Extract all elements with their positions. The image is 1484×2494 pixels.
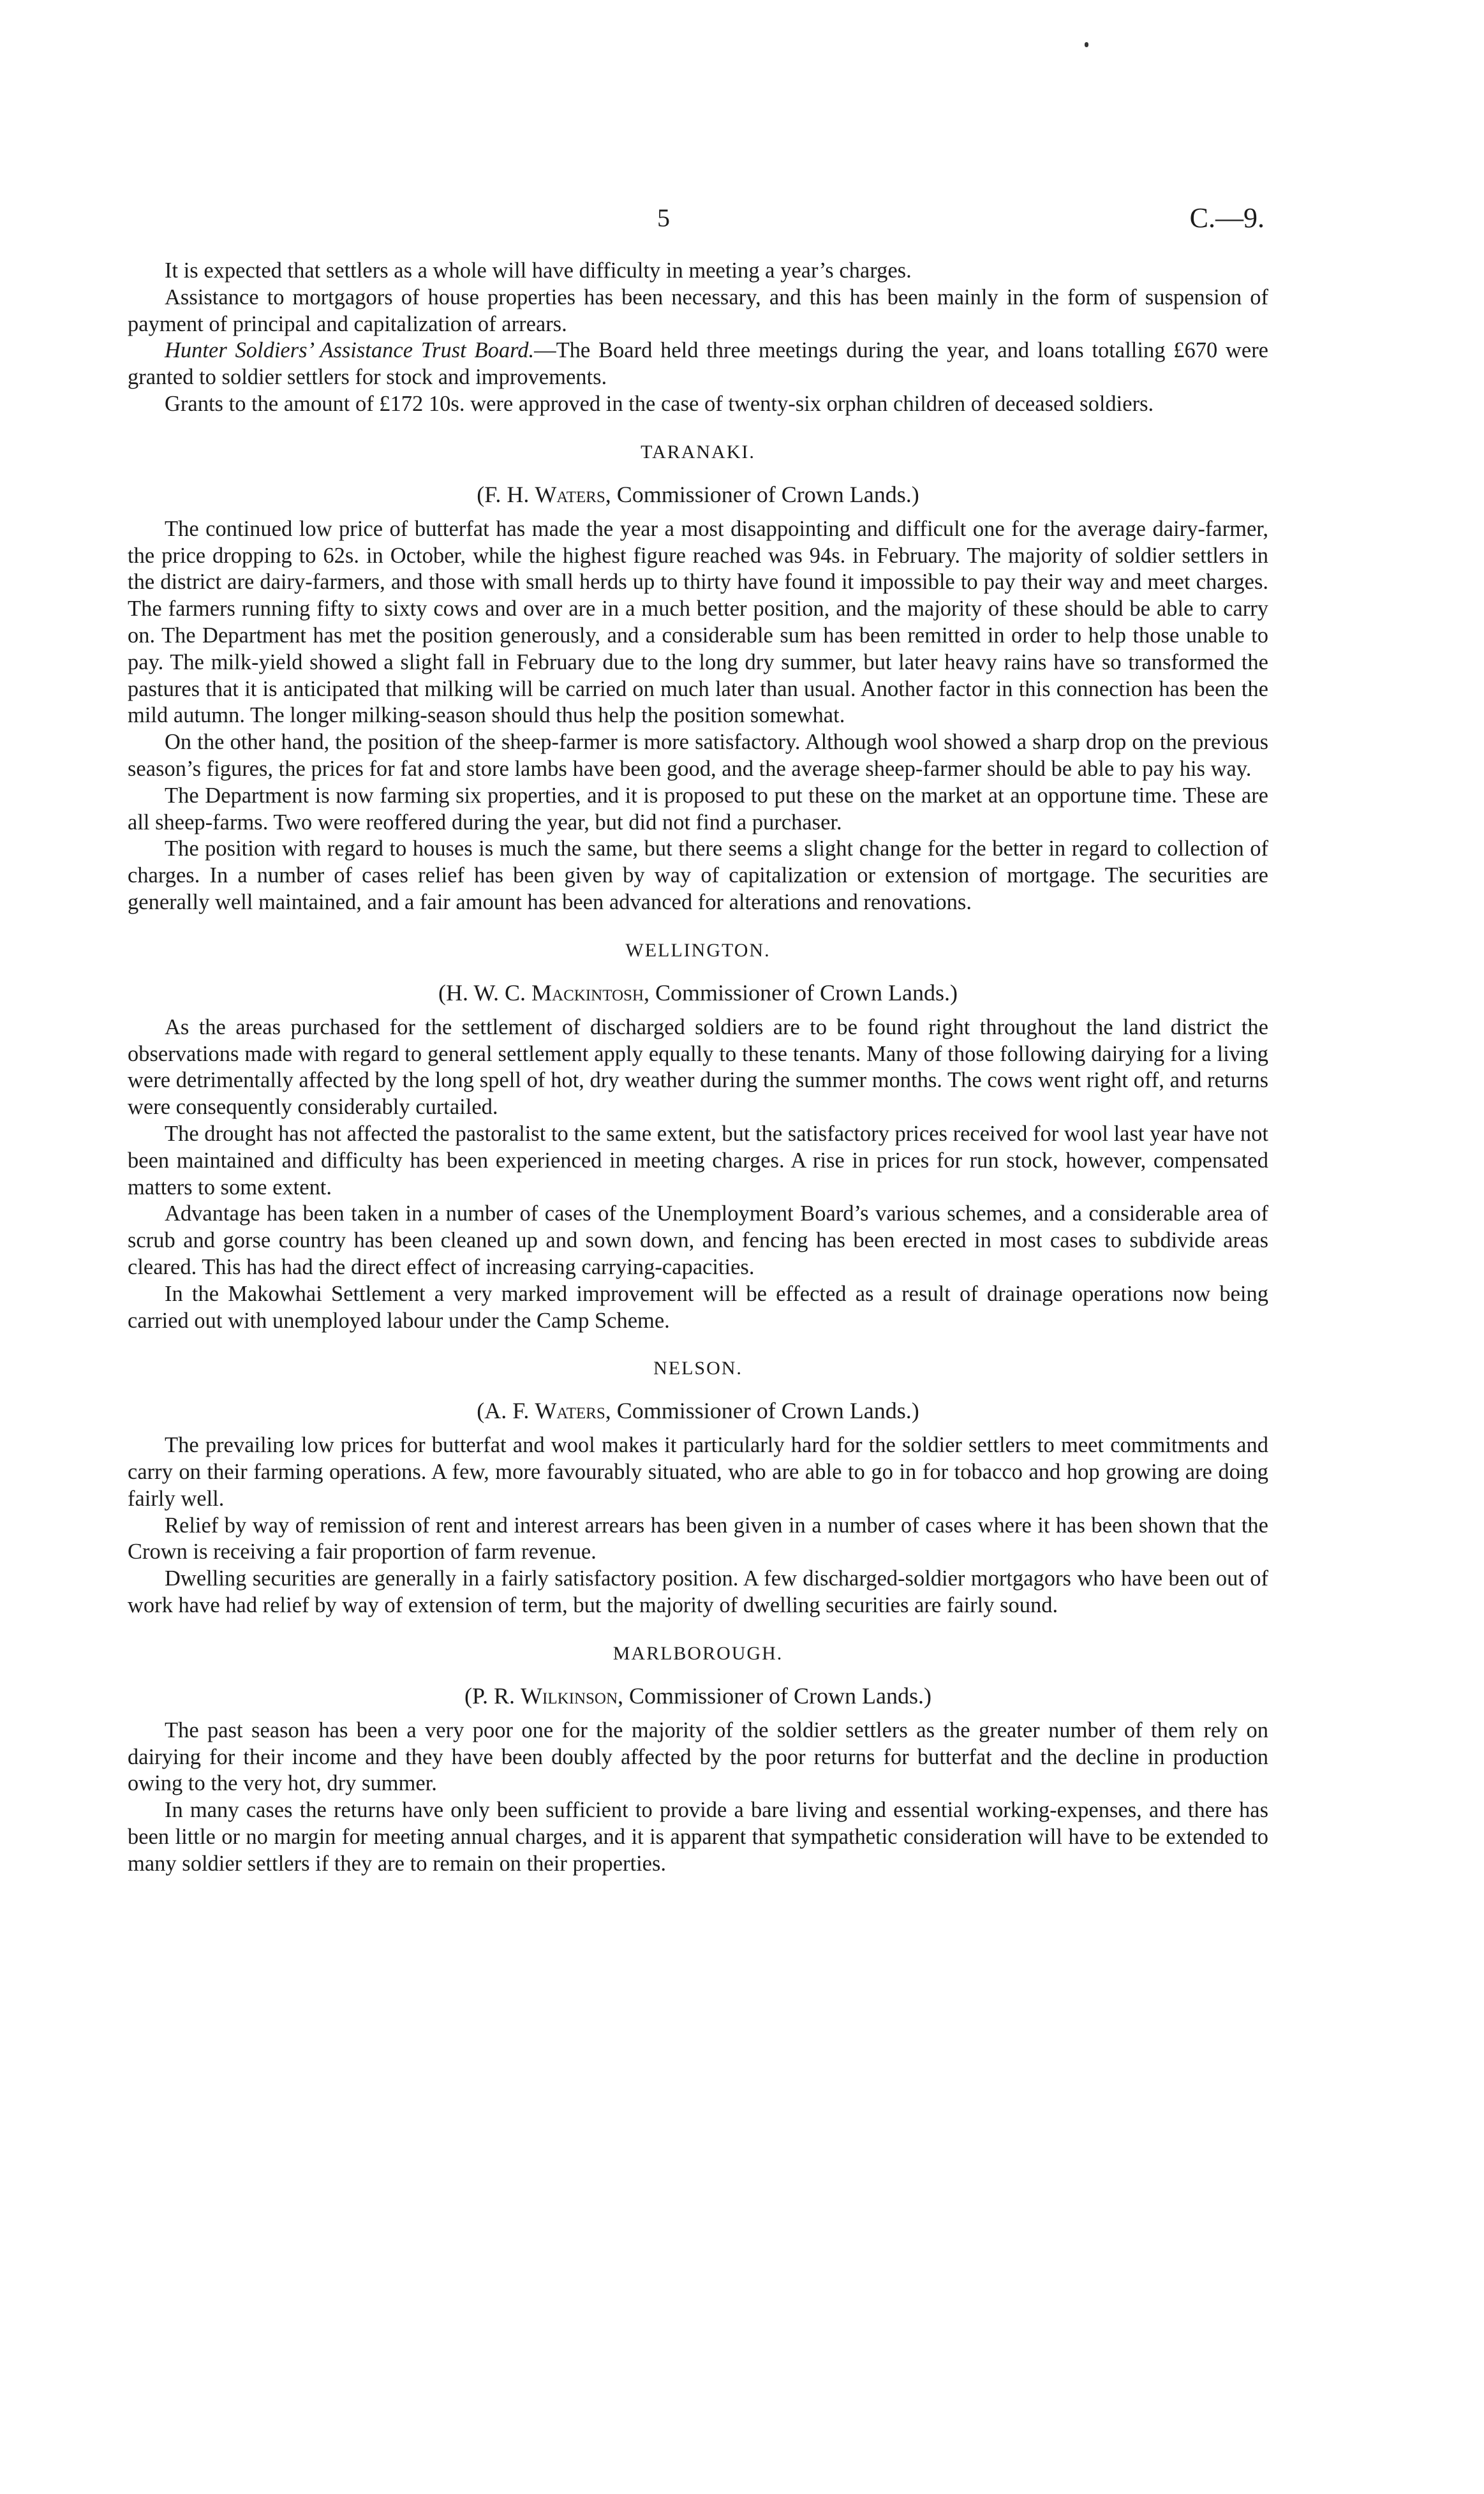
commissioner-line-taranaki: (F. H. Waters, Commissioner of Crown Lands.): [477, 481, 919, 507]
section-paragraph: Relief by way of remission of rent and interest arrears has been given in a number of cases where it has been shown that the Crown is receiving a fair proportion of farm revenue.: [128, 1513, 1268, 1564]
section-paragraph: In many cases the returns have only been sufficient to provide a bare living and essential working-expenses, and there has been little or no margin for meeting annual charges, and it is apparent that sympathetic consideration will have to be extended to many soldier settlers if they are to remain on their properties.: [128, 1798, 1268, 1876]
commissioner-name: Waters: [535, 1398, 605, 1424]
section-title-marlborough: MARLBOROUGH.: [612, 1642, 783, 1664]
stray-ink-mark: [1085, 42, 1088, 47]
section-paragraph: Advantage has been taken in a number of cases of the Unemployment Board’s various schemes, and a considerable area of scrub and gorse country has been cleaned up and sown down, and fencing has been erected in most cases to subdivide areas cleared. This has had the direct effect of increasing carrying-capacities.: [128, 1201, 1268, 1279]
section-paragraph: The drought has not affected the pastoralist to the same extent, but the satisfactory prices received for wool last year have not been maintained and difficulty has been experienced in meeting charges. A rise in prices for run stock, however, compensated matters to some extent.: [128, 1121, 1268, 1199]
commissioner-line-marlborough: (P. R. Wilkinson, Commissioner of Crown Lands.): [464, 1682, 932, 1709]
section-paragraph: In the Makowhai Settlement a very marked improvement will be effected as a result of drainage operations now being carried out with unemployed labour under the Camp Scheme.: [128, 1281, 1268, 1333]
page-number: 5: [657, 204, 670, 232]
section-paragraph: On the other hand, the position of the sheep-farmer is more satisfactory. Although wool showed a sharp drop on the previous season’s figures, the prices for fat and store lambs have been good, and the average sheep-farmer should be able to pay his way.: [128, 730, 1268, 781]
commissioner-line-wellington: (H. W. C. Mackintosh, Commissioner of Crown Lands.): [438, 979, 958, 1006]
commissioner-line-nelson: (A. F. Waters, Commissioner of Crown Lands.): [477, 1398, 919, 1424]
intro-paragraph: Assistance to mortgagors of house properties has been necessary, and this has been mainly in the form of suspension of payment of principal and capitalization of arrears.: [128, 285, 1268, 336]
intro-paragraph: It is expected that settlers as a whole will have difficulty in meeting a year’s charges.: [165, 258, 912, 283]
section-paragraph: The past season has been a very poor one for the majority of the soldier settlers as the greater number of them rely on dairying for their income and they have been doubly affected by the poor returns for butterfat and the decline in production owing to the very hot, dry summer.: [128, 1718, 1268, 1796]
section-paragraph: As the areas purchased for the settlement of discharged soldiers are to be found right throughout the land district the observations made with regard to general settlement apply equally to these tenants. Many of those following dairying for a living were detrimentally affected by the long spell of hot, dry weather during the summer months. The cows went right off, and returns were consequently considerably curtailed.: [128, 1014, 1268, 1120]
section-title-taranaki: TARANAKI.: [641, 441, 755, 463]
commissioner-name: Wilkinson: [521, 1682, 618, 1709]
grants-paragraph: Grants to the amount of £172 10s. were approved in the case of twenty-six orphan children of deceased soldiers.: [165, 391, 1154, 416]
hunter-board-paragraph: [128, 338, 1268, 391]
hunter-board-title: Hunter Soldiers’ Assistance Trust Board.: [165, 338, 535, 363]
document-reference: C.—9.: [1189, 202, 1265, 234]
hunter-board-body: —The Board held three meetings during the year, and loans totalling £670 were granted to soldier settlers for stock and improvements.: [128, 338, 1268, 390]
page-body: [128, 258, 1268, 1878]
section-paragraph: The continued low price of butterfat has made the year a most disappointing and difficult one for the average dairy-farmer, the price dropping to 62s. in October, while the highest figure reached was 94s. in February. The majority of soldier settlers in the district are dairy-farmers, and those with small herds up to thirty have found it impossible to pay their way and meet charges. The farmers running fifty to sixty cows and over are in a much better position, and the majority of these should be able to carry on. The Department has met the position generously, and a considerable sum has been remitted in order to help those unable to pay. The milk-yield showed a slight fall in February due to the long dry summer, but later heavy rains have so transformed the pastures that it is anticipated that milking will be carried on much later than usual. Another factor in this connection has been the mild autumn. The longer milking-season should thus help the position somewhat.: [128, 516, 1268, 728]
section-paragraph: The position with regard to houses is much the same, but there seems a slight change for the better in regard to collection of charges. In a number of cases relief has been given by way of capitalization or extension of mortgage. The securities are generally well maintained, and a fair amount has been advanced for alterations and renovations.: [128, 836, 1268, 914]
section-paragraph: The Department is now farming six properties, and it is proposed to put these on the market at an opportune time. These are all sheep-farms. Two were reoffered during the year, but did not find a purchaser.: [128, 783, 1268, 835]
section-paragraph: Dwelling securities are generally in a fairly satisfactory position. A few discharged-soldier mortgagors who have been out of work have had relief by way of extension of term, but the majority of dwelling securities are fairly sound.: [128, 1566, 1268, 1618]
commissioner-name: Waters: [535, 481, 605, 507]
section-title-nelson: NELSON.: [653, 1358, 743, 1379]
section-title-wellington: WELLINGTON.: [625, 939, 771, 961]
section-paragraph: The prevailing low prices for butterfat and wool makes it particularly hard for the soldier settlers to meet commitments and carry on their farming operations. A few, more favourably situated, who are able to go in for tobacco and hop growing are doing fairly well.: [128, 1433, 1268, 1511]
commissioner-name: Mackintosh: [531, 979, 644, 1006]
